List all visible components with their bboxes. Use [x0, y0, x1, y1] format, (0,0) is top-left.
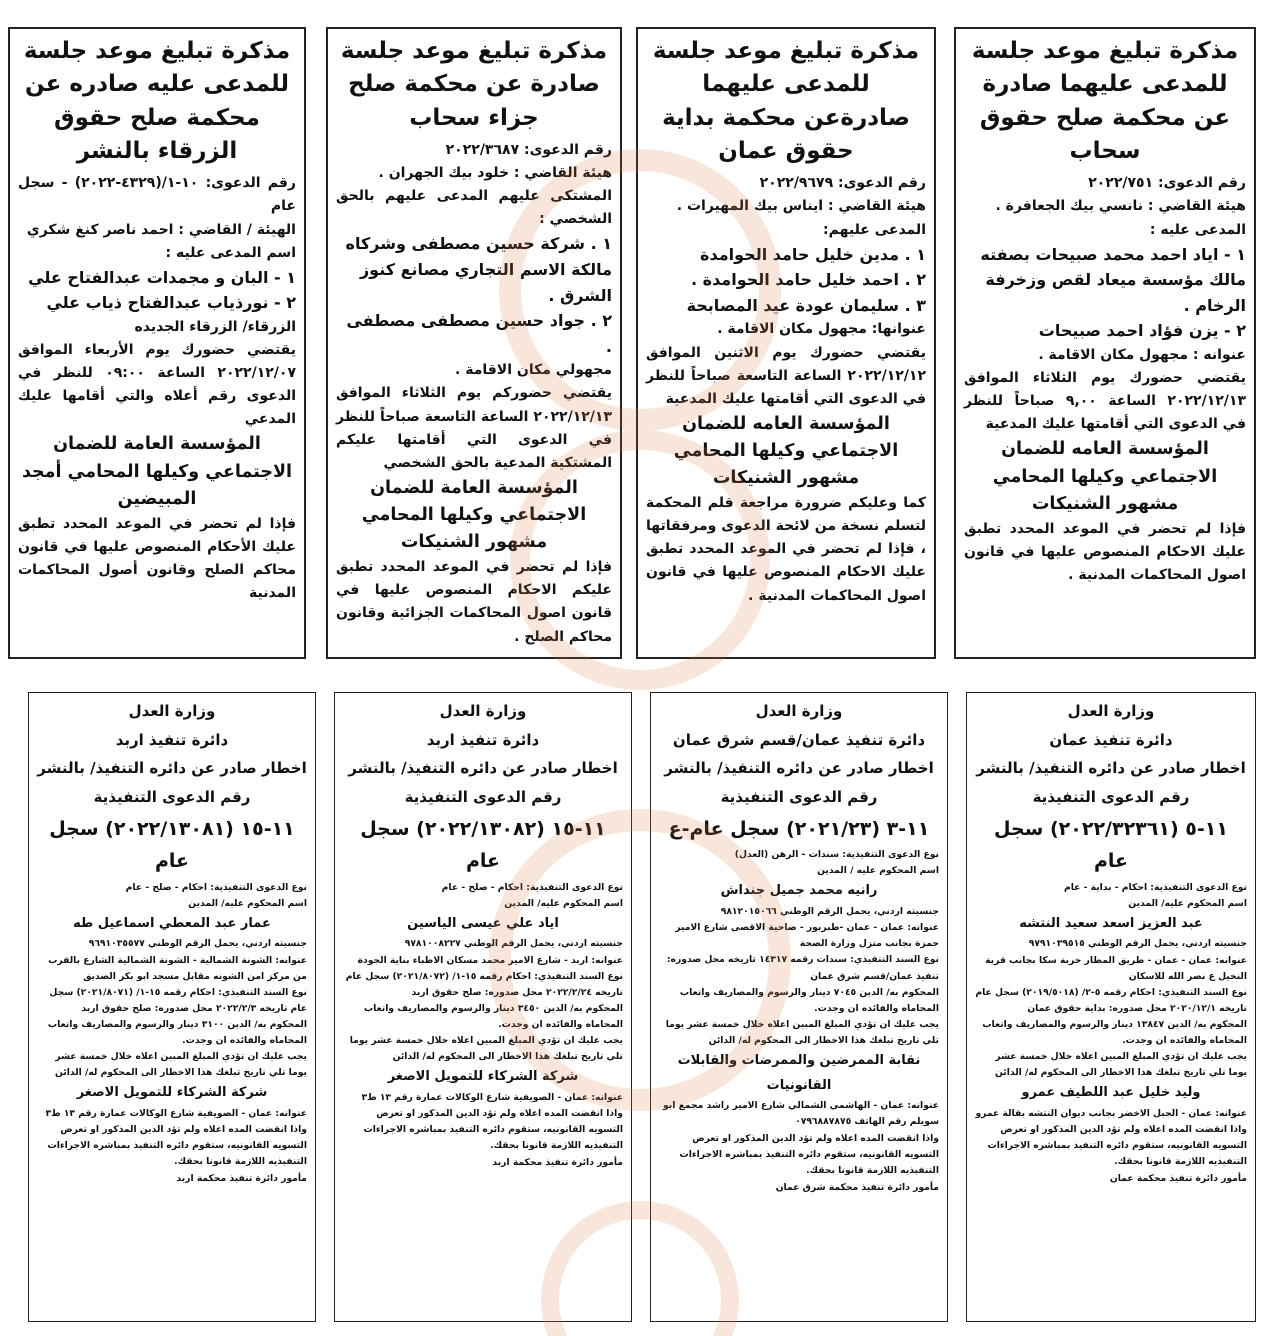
notice-heading: اخطار صادر عن دائره التنفيذ/ بالنشر — [664, 759, 934, 777]
debtor-name: رانيه محمد جميل جنداش — [720, 883, 878, 899]
notice-line: ١ . شركة حسين مصطفى وشركاه مالكة الاسم التجاري مصانع كنوز الشرق . — [345, 234, 612, 305]
notice-line: رقم الدعوى: ٢٠٢٢/٣٦٨٧ — [445, 142, 612, 159]
notice-detail: عنوانه: الشونة الشمالية - الشونة الشمالية الشارع بالقرب من مركز امن الشونه مقابل مسجد ابو بكر الصديق — [48, 954, 307, 982]
notice-detail: اسم المحكوم عليه/ المدين — [504, 897, 623, 909]
notice-title: مذكرة تبليغ موعد جلسة للمدعى عليهما صادرة عن محكمة صلح حقوق سحاب — [971, 38, 1239, 165]
department-heading: دائرة تنفيذ اربد — [115, 730, 229, 749]
notice-detail: يجب عليك ان تؤدي المبلغ المبين اعلاه خلال خمسة عشر يوما تلي تاريخ تبلغك هذا الاخطار الى المحكوم له/ الدائن — [665, 1018, 939, 1046]
notice-line: مجهولي مكان الاقامة . — [455, 362, 612, 379]
notice-detail: نوع الدعوى التنفيذية: احكام - صلح - عام — [441, 881, 623, 893]
notice-detail: عنوانه: عمان - الصويفية شارع الوكالات عمارة رقم ١٣ ط٣ — [361, 1091, 623, 1103]
notice-detail: عنوانه: اربد - شارع الامير محمد مسكان الاطباء بناية الجودة — [357, 954, 623, 966]
creditor-name: نقابة الممرضين والممرضات والقابلات القانونيات — [677, 1053, 921, 1093]
ministry-heading: وزارة العدل — [128, 702, 216, 720]
notice-detail: نوع السند التنفيذي: احكام رقمه ١٥-١/ (٢٠٢١/٨٠٧١) سجل عام تاريخه ٢٠٢٢/٢/٣ محل صدوره: صلح حقوق اربد — [49, 986, 307, 1014]
notice-detail: المحكوم به/ الدين ٣٤٥٠ دينار والرسوم والمصاريف واتعاب المحاماه والفائده ان وجدت. — [363, 1002, 623, 1030]
case-label: رقم الدعوى التنفيذية — [720, 787, 878, 806]
execution-notice-amman — [966, 692, 1256, 1322]
creditor-name: شركة الشركاء للتمويل الاصغر — [76, 1085, 268, 1101]
notice-detail: المحكوم به/ الدين ٧٠٤٥ دينار والرسوم والمصاريف واتعاب المحاماه والفائده ان وجدت. — [679, 986, 939, 1014]
notice-line: ١ . مدين خليل حامد الحوامدة — [700, 244, 926, 264]
notice-title: مذكرة تبليغ موعد جلسة للمدعى عليهما صادرةعن محكمة بداية حقوق عمان — [652, 38, 920, 165]
department-heading: دائرة تنفيذ عمان — [1049, 730, 1173, 749]
notice-detail: جنسيته اردني، يحمل الرقم الوطني ٩٨١٢٠١٥٠٦٦ — [720, 906, 939, 918]
case-number: ١١-١٥ (٢٠٢٢/١٣٠٨٢) سجل عام — [360, 818, 606, 873]
notice-detail: واذا انقضت المده اعلاه ولم تؤد الدين المذكور او تعرض التسويه القانونيه، ستقوم دائره التنفيذ بمباشره الاجراءات التنفيذيه اللازمة قانونا بحقك. — [363, 1108, 623, 1152]
notice-line: الزرقاء/ الزرقاء الجديده — [134, 318, 296, 335]
notice-line: المؤسسة العامه للضمان الاجتماعي وكيلها المحامي مشهور الشنيكات — [992, 439, 1218, 514]
ministry-heading: وزارة العدل — [755, 702, 843, 720]
notice-detail: جنسيته اردني، يحمل الرقم الوطني ٩٦٩١٠٣٥٥٧٧ — [88, 938, 307, 950]
notice-detail: عنوانه: عمان - الهاشمي الشمالي شارع الامير راشد مجمع ابو سويلم رقم الهاتف ٠٧٩٦٨٨٧٨٧٥ — [663, 1100, 939, 1128]
ministry-heading: وزارة العدل — [1067, 702, 1155, 720]
notice-line: رقم الدعوى: ٢٠٢٢/٩٦٧٩ — [759, 175, 926, 192]
notice-line: هيئة القاضي : ايناس بيك المهيرات . — [676, 198, 926, 215]
notice-line: المدعى عليهم: — [823, 221, 926, 238]
notice-line: الهيئة / القاضي : احمد ناصر كنغ شكري — [26, 221, 296, 238]
creditor-name: شركة الشركاء للتمويل الاصغر — [387, 1069, 579, 1085]
notice-line: المؤسسة العامة للضمان الاجتماعي وكيلها المحامي أمجد المبيضين — [21, 434, 293, 509]
notice-line: ٣ . سليمان عودة عيد المصابحة — [686, 295, 926, 315]
notice-detail: نوع السند التنفيذي: احكام رقمه ٥-٢/ (٢٠١٩/٥٠١٨) سجل عام تاريخه ٢٠٢٠/١٢/١ محل صدوره: بداية حقوق عمان — [975, 986, 1247, 1014]
notice-detail: اسم المحكوم عليه/ المدين — [1128, 897, 1247, 909]
case-number: ١١-٣ (٢٠٢١/٢٣) سجل عام-ع — [668, 818, 930, 840]
notice-line: عنوانه : مجهول مكان الاقامة . — [1038, 347, 1246, 364]
notice-detail: عنوانه: عمان - عمان - طريق المطار خربة سكا بجانب قرية النخيل ع نصر الله للاسكان — [985, 954, 1247, 982]
notice-heading: اخطار صادر عن دائره التنفيذ/ بالنشر — [348, 759, 618, 777]
notice-line: ٢ . احمد خليل حامد الحوامدة . — [690, 270, 926, 290]
notice-line: المؤسسة العامه للضمان الاجتماعي وكيلها المحامي مشهور الشنيكات — [673, 413, 899, 489]
notice-detail: اسم المحكوم عليه/ المدين — [188, 897, 307, 909]
notice-line: رقم الدعوى: ١٠-١/(٤٣٢٩-٢٠٢٢) - سجل عام — [18, 175, 296, 215]
notice-line: فإذا لم تحضر في الموعد المحدد تطبق عليك الاحكام المنصوص عليها في قانون اصول المحاكمات المدنية . — [964, 520, 1246, 583]
officer-signature: مأمور دائرة تنفيذ محكمة اربد — [492, 1157, 623, 1169]
execution-notice-irbid-13081 — [28, 692, 316, 1322]
notice-detail: المحكوم به/ الدين ٣١٠٠ دينار والرسوم والمصاريف واتعاب المحاماه والفائده ان وجدت. — [47, 1018, 307, 1047]
notice-detail: عنوانه: عمان - الجبل الاخضر بجانب ديوان النتشه بقالة عمرو — [975, 1108, 1247, 1119]
notice-detail: نوع السند التنفيذي: سندات رقمه ١٤٣١٧ تاريخه محل صدوره: تنفيذ عمان/قسم شرق عمان — [666, 954, 939, 982]
notice-detail: واذا انقضت المده اعلاه ولم تؤد الدين المذكور او تعرض التسويه القانونيه، ستقوم دائره التنفيذ بمباشره الاجراءات التنفيذيه اللازمة قانونا بحقك. — [987, 1124, 1247, 1168]
notice-line: اسم المدعى عليه : — [165, 244, 296, 261]
officer-signature: مأمور دائرة تنفيذ محكمة شرق عمان — [775, 1181, 939, 1193]
notice-line: كما وعليكم ضرورة مراجعة قلم المحكمة لتسلم نسخة من لائحة الدعوى ومرفقاتها ، فإذا لم تحضر في الموعد المحدد تطبق عليك الاحكام المنصوص عليها في قانون اصول المحاكمات المدنية . — [646, 495, 926, 604]
notice-line: هيئة القاضي : خلود بيك الجهران . — [378, 165, 612, 182]
notice-detail: اسم المحكوم عليه / المدين — [817, 865, 939, 877]
debtor-name: عمار عبد المعطي اسماعيل طه — [73, 915, 271, 931]
notice-heading: اخطار صادر عن دائره التنفيذ/ بالنشر — [976, 759, 1246, 777]
notice-line: ٢ - يزن فؤاد احمد صبيحات — [1038, 321, 1246, 341]
notice-detail: نوع الدعوى التنفيذية: سندات - الرهن (العدل) — [734, 849, 939, 861]
notice-detail: يجب عليك ان تؤدي المبلغ المبين اعلاه خلال خمسة عشر يوما تلي تاريخ تبلغك هذا الاخطار الى المحكوم له/ الدائن — [55, 1051, 307, 1079]
notice-line: فإذا لم تحضر في الموعد المحدد تطبق عليك الأحكام المنصوص عليها في قانون محاكم الصلح وقانون أصول المحاكمات المدنية — [18, 515, 296, 602]
notice-detail: نوع السند التنفيذي: احكام رقمه ١٥-١/ (٢٠٢١/٨٠٧٢) سجل عام تاريخه ٢٠٢٢/٢/٢٤ محل صدوره: صلح حقوق اربد — [345, 970, 623, 998]
execution-notice-irbid-13082 — [334, 692, 632, 1322]
notice-title: مذكرة تبليغ موعد جلسة للمدعى عليه صادره عن محكمة صلح حقوق الزرقاء بالنشر — [23, 38, 291, 165]
notice-detail: جنسيته اردني، يحمل الرقم الوطني ٩٧٨١٠٠٨٢٢٧ — [404, 938, 623, 950]
notice-line: رقم الدعوى: ٢٠٢٢/٧٥١ — [1088, 175, 1246, 192]
court-notice-sahab-criminal — [326, 27, 622, 659]
execution-notice-east-amman — [650, 692, 948, 1322]
notice-detail: نوع الدعوى التنفيذية: احكام - بداية - عام — [1063, 881, 1247, 893]
case-label: رقم الدعوى التنفيذية — [1032, 787, 1190, 806]
notice-line: يقتضي حضورك يوم الاثنين الموافق ٢٠٢٢/١٢/١٢ الساعة التاسعة صباحاً للنظر في الدعوى التي أقامتها عليك المدعية — [646, 344, 926, 407]
debtor-name: عبد العزيز اسعد سعيد النتشه — [1019, 915, 1203, 931]
notice-line: ١ - البان و مجمدات عبدالفتاح علي — [28, 267, 296, 287]
department-heading: دائرة تنفيذ اربد — [426, 730, 540, 749]
notice-title: مذكرة تبليغ موعد جلسة صادرة عن محكمة صلح جزاء سحاب — [340, 38, 608, 131]
case-number: ١١-٥ (٢٠٢٢/٣٢٣٦١) سجل عام — [994, 818, 1228, 873]
officer-signature: مأمور دائرة تنفيذ محكمة اربد — [176, 1173, 307, 1185]
notice-line: يقتضي حضورك يوم الأربعاء الموافق ٢٠٢٢/١٢/٠٧ الساعة ٠٩:٠٠ للنظر في الدعوى رقم أعلاه والتي أقامها عليك المدعي — [18, 342, 296, 428]
court-notice-zarqa-civil — [8, 27, 306, 659]
notice-line: هيئة القاضي : نانسي بيك الجعافرة . — [995, 198, 1246, 215]
case-number: ١١-١٥ (٢٠٢٢/١٣٠٨١) سجل عام — [49, 818, 295, 873]
notice-line: فإذا لم تحضر في الموعد المحدد تطبق عليكم الاحكام المنصوص عليها في قانون اصول المحاكمات الجزائية وقانون محاكم الصلح . — [336, 559, 612, 645]
notice-line: المؤسسة العامة للضمان الاجتماعي وكيلها المحامي مشهور الشنيكات — [361, 477, 587, 553]
notice-detail: يجب عليك ان تؤدي المبلغ المبين اعلاه خلال خمسة عشر يوما تلي تاريخ تبلغك هذا الاخطار الى المحكوم له/ الدائن — [995, 1051, 1247, 1079]
notice-line: المدعى عليه : — [1149, 221, 1246, 238]
notice-line: يقتضي حضورك يوم الثلاثاء الموافق ٢٠٢٢/١٢/١٣ الساعة ٩,٠٠ صباحاً للنظر في الدعوى التي أقامتها عليك المدعية — [964, 370, 1246, 433]
notice-detail: جنسيته اردني، يحمل الرقم الوطني ٩٧٩١٠٣٩٥١٥ — [1028, 938, 1247, 950]
notice-detail: عنوانه: عمان - عمان -طبربور - ضاحية الاقصى شارع الامير حمزة بجانب منزل وزارة الصحة — [675, 922, 939, 950]
notice-line: عنوانها: مجهول مكان الاقامة . — [717, 321, 926, 338]
case-label: رقم الدعوى التنفيذية — [93, 787, 251, 806]
notice-line: ٢ . جواد حسين مصطفى مصطفى . — [346, 311, 612, 356]
notice-line: ١ - اياد احمد محمد صبيحات بصفته مالك مؤسسة ميعاد لقص وزخرفة الرخام . — [980, 244, 1246, 315]
notice-line: المشتكى عليهم المدعى عليهم بالحق الشخصي : — [336, 188, 612, 228]
notice-heading: اخطار صادر عن دائره التنفيذ/ بالنشر — [37, 759, 307, 777]
department-heading: دائرة تنفيذ عمان/قسم شرق عمان — [672, 730, 926, 749]
officer-signature: مأمور دائرة تنفيذ محكمة عمان — [1109, 1173, 1247, 1185]
notice-detail: واذا انقضت المده اعلاه ولم تؤد الدين المذكور او تعرض التسويه القانونيه، ستقوم دائره التنفيذ بمباشره الاجراءات التنفيذيه اللازمة قانونا بحقك. — [679, 1132, 939, 1176]
ministry-heading: وزارة العدل — [439, 702, 527, 720]
notice-detail: المحكوم به/ الدين ١٣٨٤٧ دينار والرسوم والمصاريف واتعاب المحاماه والفائده ان وجدت. — [982, 1018, 1247, 1047]
notice-line: ٢ - نورذياب عبدالفتاح ذياب علي — [46, 293, 296, 313]
debtor-name: اياد علي عيسى الياسين — [407, 915, 559, 931]
notice-detail: يجب عليك ان تؤدي المبلغ المبين اعلاه خلال خمسة عشر يوما تلي تاريخ تبلغك هذا الاخطار الى المحكوم له/ الدائن — [349, 1035, 623, 1063]
case-label: رقم الدعوى التنفيذية — [404, 787, 562, 806]
court-notice-amman-first-instance — [636, 27, 936, 659]
notice-detail: عنوانه: عمان - الصويفية شارع الوكالات عمارة رقم ١٣ ط٣ — [45, 1108, 307, 1119]
notice-line: يقتضي حضوركم يوم الثلاثاء الموافق ٢٠٢٢/١٢/١٣ الساعة التاسعة صباحاً للنظر في الدعوى التي أقامتها عليكم المشتكية المدعية بالحق الشخصي — [336, 385, 612, 471]
creditor-name: وليد خليل عبد اللطيف عمرو — [1021, 1085, 1201, 1101]
notice-detail: نوع الدعوى التنفيذية: احكام - صلح - عام — [125, 881, 307, 893]
notice-detail: واذا انقضت المده اعلاه ولم تؤد الدين المذكور او تعرض التسويه القانونيه، ستقوم دائره التنفيذ بمباشره الاجراءات التنفيذيه اللازمة قانونا بحقك. — [47, 1124, 307, 1168]
court-notice-sahab-civil — [954, 27, 1256, 659]
